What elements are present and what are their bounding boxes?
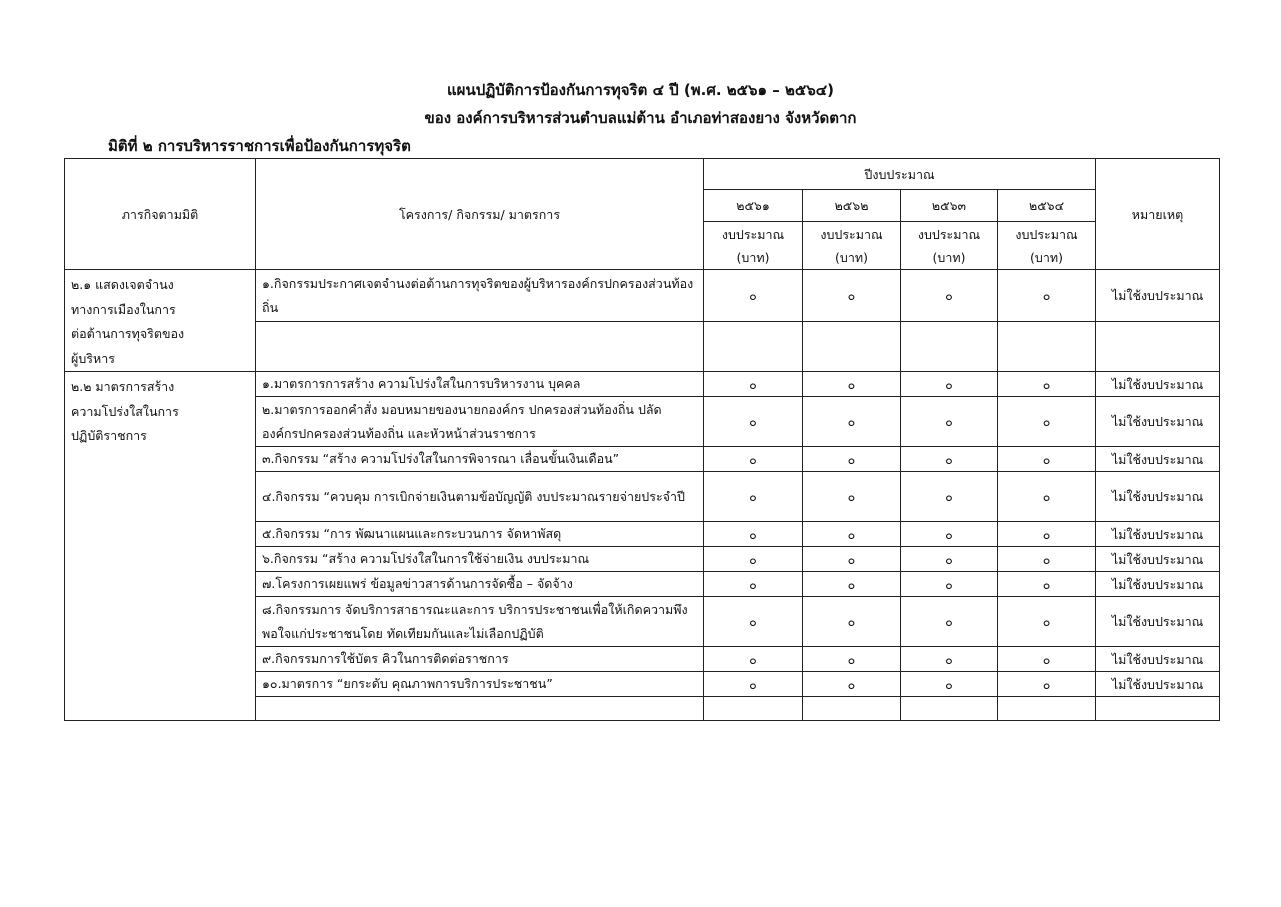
project-cell: ๔.กิจกรรม “ควบคุม การเบิกจ่ายเงินตามข้อบัญญัติ งบประมาณรายจ่ายประจำปี bbox=[256, 472, 704, 522]
header-year: ๒๕๖๔ bbox=[998, 190, 1096, 222]
mission-line: ๒.๒ มาตรการสร้าง bbox=[71, 379, 175, 394]
project-cell: ๕.กิจกรรม “การ พัฒนาแผนและกระบวนการ จัดหาพัสดุ bbox=[256, 522, 704, 547]
budget-value: ๐ bbox=[803, 372, 901, 397]
budget-value: ๐ bbox=[901, 397, 998, 447]
empty-cell bbox=[901, 697, 998, 721]
mission-line: ความโปร่งใสในการ bbox=[71, 403, 179, 419]
mission-line: ต่อต้านการทุจริตของ bbox=[71, 326, 185, 341]
empty-cell bbox=[998, 322, 1096, 372]
budget-value: ๐ bbox=[704, 372, 803, 397]
empty-cell bbox=[704, 322, 803, 372]
project-cell: ๗.โครงการเผยแพร่ ข้อมูลข่าวสารด้านการจัดซื้อ – จัดจ้าง bbox=[256, 572, 704, 597]
budget-value: ๐ bbox=[803, 447, 901, 472]
budget-value: ๐ bbox=[704, 547, 803, 572]
note-cell: ไม่ใช้งบประมาณ bbox=[1096, 647, 1220, 672]
organization-subtitle: ของ องค์การบริหารส่วนตำบลแม่ต้าน อำเภอท่าสองยาง จังหวัดตาก bbox=[424, 109, 857, 127]
project-cell: ๙.กิจกรรมการใช้บัตร คิวในการติดต่อราชการ bbox=[256, 647, 704, 672]
mission-line: ปฏิบัติราชการ bbox=[71, 428, 147, 443]
empty-cell bbox=[704, 697, 803, 721]
budget-value: ๐ bbox=[901, 270, 998, 322]
budget-value: ๐ bbox=[901, 572, 998, 597]
project-cell: ๑.มาตรการการสร้าง ความโปร่งใสในการบริหารงาน บุคคล bbox=[256, 372, 704, 397]
budget-value: ๐ bbox=[704, 397, 803, 447]
budget-value: ๐ bbox=[803, 572, 901, 597]
empty-cell bbox=[998, 697, 1096, 721]
header-year: ๒๕๖๒ bbox=[803, 190, 901, 222]
mission-cell bbox=[65, 270, 256, 372]
mission-line: ทางการเมืองในการ bbox=[71, 301, 176, 317]
project-cell: ๒.มาตรการออกคำสั่ง มอบหมายของนายกองค์กร ปกครองส่วนท้องถิ่น ปลัดองค์กรปกครองส่วนท้องถิ่น และหัวหน้าส่วนราชการ bbox=[256, 397, 704, 447]
budget-value: ๐ bbox=[998, 397, 1096, 447]
mission-line: ๒.๑ แสดงเจตจำนง bbox=[71, 277, 174, 292]
note-cell: ไม่ใช้งบประมาณ bbox=[1096, 372, 1220, 397]
header-year: ๒๕๖๑ bbox=[704, 190, 803, 222]
budget-value: ๐ bbox=[901, 372, 998, 397]
plan-title: แผนปฏิบัติการป้องกันการทุจริต ๔ ปี (พ.ศ. ๒๕๖๑ – ๒๕๖๔) bbox=[447, 81, 834, 99]
project-cell: ๓.กิจกรรม “สร้าง ความโปร่งใสในการพิจารณา เลื่อนขั้นเงินเดือน” bbox=[256, 447, 704, 472]
budget-value: ๐ bbox=[901, 472, 998, 522]
mission-cell bbox=[65, 372, 256, 721]
note-cell: ไม่ใช้งบประมาณ bbox=[1096, 672, 1220, 697]
header-note: หมายเหตุ bbox=[1096, 159, 1220, 270]
budget-value: ๐ bbox=[998, 647, 1096, 672]
budget-value: ๐ bbox=[803, 397, 901, 447]
budget-value: ๐ bbox=[998, 472, 1096, 522]
budget-value: ๐ bbox=[704, 572, 803, 597]
budget-value: ๐ bbox=[998, 572, 1096, 597]
budget-value: ๐ bbox=[901, 522, 998, 547]
empty-cell bbox=[1096, 697, 1220, 721]
budget-value: ๐ bbox=[998, 447, 1096, 472]
budget-value: ๐ bbox=[901, 597, 998, 647]
budget-value: ๐ bbox=[803, 672, 901, 697]
budget-label: งบประมาณ bbox=[820, 226, 883, 242]
budget-value: ๐ bbox=[901, 672, 998, 697]
empty-cell bbox=[256, 697, 704, 721]
unit-label: (บาท) bbox=[1030, 249, 1063, 265]
anti-corruption-plan-table bbox=[64, 158, 1220, 721]
budget-value: ๐ bbox=[998, 597, 1096, 647]
empty-cell bbox=[1096, 322, 1220, 372]
budget-value: ๐ bbox=[998, 547, 1096, 572]
table-row bbox=[65, 270, 1220, 322]
budget-value: ๐ bbox=[704, 447, 803, 472]
budget-value: ๐ bbox=[803, 270, 901, 322]
project-cell: ๘.กิจกรรมการ จัดบริการสาธารณะและการ บริการประชาชนเพื่อให้เกิดความพึงพอใจแก่ประชาชนโดย ทัดเทียมกันและไม่เลือกปฏิบัติ bbox=[256, 597, 704, 647]
header-budget-year: ปีงบประมาณ bbox=[704, 159, 1096, 190]
table-row bbox=[65, 372, 1220, 397]
project-cell: ๑.กิจกรรมประกาศเจตจำนงต่อต้านการทุจริตของผู้บริหารองค์กรปกครองส่วนท้องถิ่น bbox=[256, 270, 704, 322]
budget-value: ๐ bbox=[704, 597, 803, 647]
header-budget-unit bbox=[803, 222, 901, 270]
budget-value: ๐ bbox=[803, 472, 901, 522]
unit-label: (บาท) bbox=[932, 249, 966, 265]
budget-value: ๐ bbox=[704, 472, 803, 522]
dimension-heading: มิติที่ ๒ การบริหารราชการเพื่อป้องกันการทุจริต bbox=[108, 137, 411, 155]
note-cell: ไม่ใช้งบประมาณ bbox=[1096, 472, 1220, 522]
budget-value: ๐ bbox=[803, 597, 901, 647]
budget-value: ๐ bbox=[998, 522, 1096, 547]
budget-value: ๐ bbox=[704, 522, 803, 547]
budget-value: ๐ bbox=[803, 522, 901, 547]
budget-value: ๐ bbox=[901, 447, 998, 472]
header-budget-unit bbox=[901, 222, 998, 270]
budget-value: ๐ bbox=[901, 547, 998, 572]
header-budget-unit bbox=[704, 222, 803, 270]
budget-label: งบประมาณ bbox=[917, 226, 981, 242]
header-project: โครงการ/ กิจกรรม/ มาตรการ bbox=[256, 159, 704, 270]
note-cell: ไม่ใช้งบประมาณ bbox=[1096, 547, 1220, 572]
note-cell: ไม่ใช้งบประมาณ bbox=[1096, 572, 1220, 597]
header-year: ๒๕๖๓ bbox=[901, 190, 998, 222]
budget-value: ๐ bbox=[998, 270, 1096, 322]
unit-label: (บาท) bbox=[736, 249, 770, 265]
header-mission: ภารกิจตามมิติ bbox=[65, 159, 256, 270]
note-cell: ไม่ใช้งบประมาณ bbox=[1096, 522, 1220, 547]
empty-cell bbox=[803, 697, 901, 721]
empty-cell bbox=[803, 322, 901, 372]
mission-line: ผู้บริหาร bbox=[71, 350, 115, 366]
budget-value: ๐ bbox=[998, 372, 1096, 397]
header-budget-unit bbox=[998, 222, 1096, 270]
project-cell: ๖.กิจกรรม “สร้าง ความโปร่งใสในการใช้จ่ายเงิน งบประมาณ bbox=[256, 547, 704, 572]
unit-label: (บาท) bbox=[835, 249, 868, 265]
budget-label: งบประมาณ bbox=[1015, 226, 1078, 242]
budget-label: งบประมาณ bbox=[721, 226, 785, 242]
note-cell: ไม่ใช้งบประมาณ bbox=[1096, 597, 1220, 647]
note-cell: ไม่ใช้งบประมาณ bbox=[1096, 270, 1220, 322]
empty-cell bbox=[256, 322, 704, 372]
note-cell: ไม่ใช้งบประมาณ bbox=[1096, 447, 1220, 472]
budget-value: ๐ bbox=[803, 547, 901, 572]
project-cell: ๑๐.มาตรการ “ยกระดับ คุณภาพการบริการประชาชน” bbox=[256, 672, 704, 697]
budget-value: ๐ bbox=[803, 647, 901, 672]
budget-value: ๐ bbox=[901, 647, 998, 672]
budget-value: ๐ bbox=[704, 647, 803, 672]
budget-value: ๐ bbox=[998, 672, 1096, 697]
budget-value: ๐ bbox=[704, 672, 803, 697]
budget-value: ๐ bbox=[704, 270, 803, 322]
empty-cell bbox=[901, 322, 998, 372]
note-cell: ไม่ใช้งบประมาณ bbox=[1096, 397, 1220, 447]
